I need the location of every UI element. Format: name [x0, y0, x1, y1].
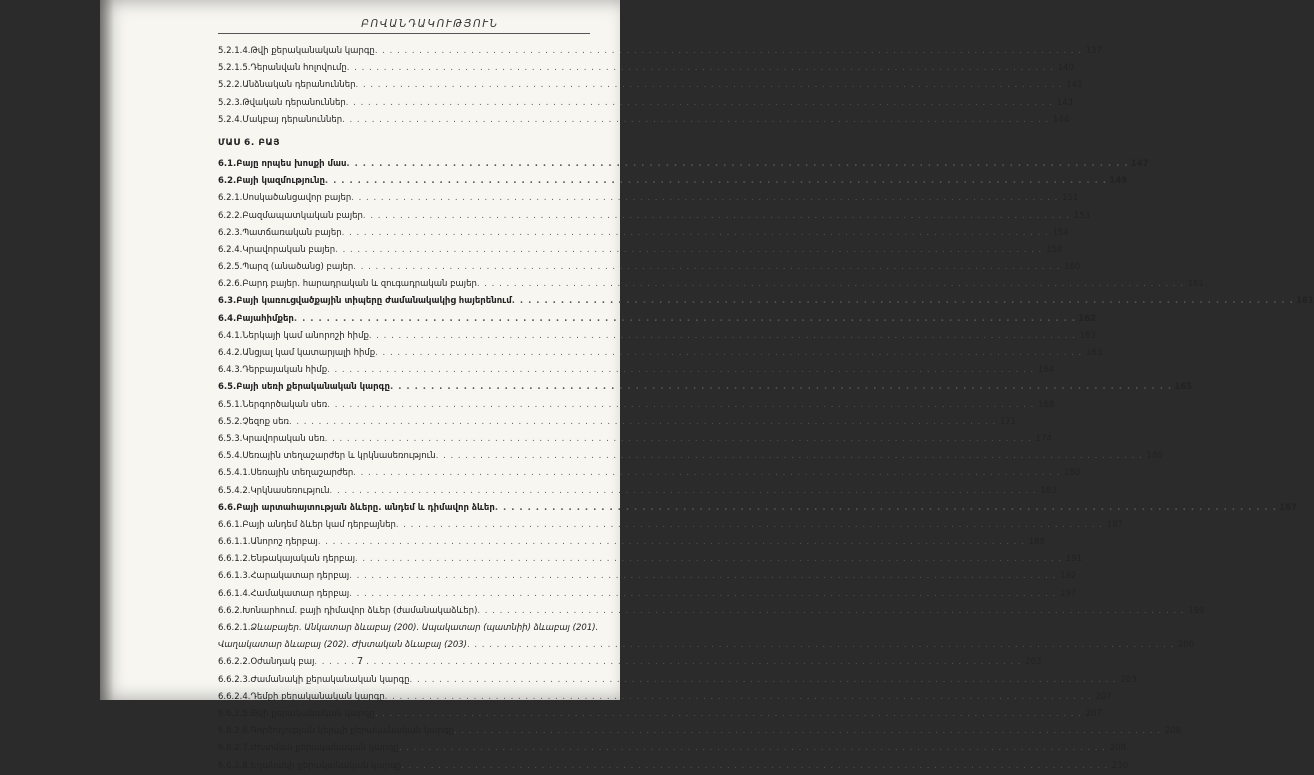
toc-entry-number: 6.4.2. [218, 348, 243, 358]
toc-entry-number: 6.5.4. [218, 451, 243, 462]
toc-entry-number: 6.5. [218, 382, 237, 393]
toc-entry-page: 183 [1040, 485, 1057, 496]
toc-entry[interactable] [218, 43, 1102, 60]
toc-entry-title: Օժանդակ բայ [250, 657, 315, 668]
toc-entry-title: Ներկայի կամ անորոշի հիմք [242, 330, 369, 341]
toc-entry-page: 210 [1111, 760, 1129, 771]
toc-entry[interactable] [218, 259, 1081, 276]
leader-dots [353, 465, 1060, 482]
binding-shadow [100, 0, 114, 700]
toc-entry-title: Անորոշ դերբայ [250, 537, 318, 548]
toc-entry[interactable] [218, 672, 1137, 689]
leader-dots [346, 156, 1128, 173]
leader-dots [327, 397, 1034, 414]
toc-entry-number: 6.2.2. [218, 210, 243, 221]
toc-entry[interactable] [218, 397, 1055, 414]
toc-entry-page: 187 [1279, 502, 1297, 513]
toc-entry-number: 6.2.4. [218, 244, 243, 255]
toc-entry[interactable] [218, 276, 1204, 293]
toc-entry[interactable] [218, 225, 1069, 242]
toc-entry[interactable] [218, 173, 1128, 190]
toc-entry[interactable] [218, 603, 1205, 620]
toc-entry-special-continued[interactable] [218, 637, 1195, 654]
toc-entry-number: 6.6.2.5. [218, 708, 251, 719]
toc-entry-number: 6.2.5. [218, 262, 243, 273]
toc-entry-page: 187 [1106, 519, 1123, 530]
toc-entry-title-continued: Վաղակատար ձևաբայ (202). Ժխտական ձևաբայ (203) [218, 640, 467, 651]
toc-entry-number: 6.1. [218, 158, 237, 169]
toc-entry[interactable] [218, 740, 1126, 757]
leader-dots [375, 706, 1082, 723]
toc-entry-number: 6.2.1. [218, 193, 243, 204]
toc-entry-number: 6.5.3. [218, 433, 243, 444]
leader-dots [335, 242, 1042, 259]
leader-dots [467, 637, 1174, 654]
toc-entry-page: 174 [1035, 433, 1052, 444]
toc-entry-title: Համակատար դերբայ [250, 588, 350, 599]
leader-dots [396, 517, 1103, 534]
toc-entry[interactable] [218, 293, 1314, 310]
toc-entry-page: 158 [1046, 244, 1063, 255]
document-page [100, 0, 1314, 771]
toc-entry-number: 6.6.2.2. [218, 657, 251, 668]
leader-dots [401, 758, 1108, 775]
toc-entry-number: 6.6. [218, 502, 237, 513]
toc-entry-title: Խոնարհում. բայի դիմավոր ձևեր (ժամանակաձևեր) [242, 605, 478, 616]
leader-dots [325, 173, 1107, 190]
toc-entry-title: Ենթակայական դերբայ [250, 554, 356, 565]
toc-entry[interactable] [218, 112, 1070, 129]
toc-entry-number: 6.6.1.4. [218, 588, 251, 599]
toc-entry-page: 162 [1078, 313, 1097, 324]
leader-dots [318, 534, 1025, 551]
leader-dots [375, 345, 1082, 362]
toc-entry-title: Դերբայական հիմք [242, 365, 328, 376]
toc-entry-title: Հարակատար դերբայ [250, 571, 350, 582]
toc-entry[interactable] [218, 77, 1083, 94]
toc-entry-number: 6.5.4.2. [218, 485, 251, 496]
leader-dots [349, 586, 1056, 603]
toc-entry-page: 203 [1120, 674, 1137, 685]
toc-entry-page: 151 [1062, 193, 1079, 204]
toc-entry[interactable] [218, 586, 1077, 603]
toc-entry[interactable] [218, 345, 1103, 362]
toc-entry-page: 191 [1065, 554, 1083, 565]
toc-entry[interactable] [218, 242, 1063, 259]
toc-entry[interactable] [218, 379, 1193, 396]
leader-dots [355, 551, 1062, 568]
toc-entry-title: Պատճառական բայեր [242, 227, 342, 238]
toc-entry[interactable] [218, 311, 1097, 328]
toc-entry-title: Բայի կառուցվածքային տիպերը ժամանակակից հայերենում [236, 296, 512, 307]
leader-dots [346, 95, 1053, 112]
toc-entry-number: 5.2.4. [218, 114, 243, 125]
toc-entry-title: Սեռային տեղաշարժեր [250, 468, 354, 479]
toc-section-5 [218, 43, 1102, 129]
leader-dots [385, 689, 1092, 706]
toc-entry-page: 163 [1079, 330, 1096, 341]
leader-dots [369, 328, 1076, 345]
toc-entry-title: Դեմքի քերականական կարգը [250, 691, 385, 702]
toc-entry-title: Բայահիմքեր [236, 313, 294, 324]
toc-entry-number: 5.2.1.5. [218, 63, 251, 74]
toc-entry[interactable] [218, 500, 1297, 517]
toc-entry-page: 140 [1057, 63, 1074, 74]
toc-entry-page: 153 [1073, 210, 1090, 221]
toc-entry[interactable] [218, 328, 1096, 345]
toc-entry-page: 203 [1025, 657, 1042, 668]
toc-entry-number: 6.2.6. [218, 279, 243, 290]
leader-dots [356, 77, 1063, 94]
toc-entry-title: Բայի կազմությունը [236, 176, 325, 187]
chapter-heading: ՄԱՍ 6. ԲԱՅ [218, 137, 280, 148]
toc-entry-title: Պարզ (անածանց) բայեր [242, 262, 354, 273]
toc-entry-number: 6.3. [218, 296, 237, 307]
toc-entry-number: 6.6.1.3. [218, 571, 251, 582]
toc-entry-special[interactable] [218, 620, 599, 637]
leader-dots [351, 190, 1058, 207]
toc-entry-number: 6.2.3. [218, 227, 243, 238]
toc-entry-number: 6.5.4.1. [218, 468, 251, 479]
toc-entry-title: Ժխտման քերականական կարգը [250, 743, 399, 754]
toc-entry-title: Մակբայ դերանուններ [242, 114, 343, 125]
toc-entry-number: 6.6.2.3. [218, 674, 251, 685]
toc-entry-page: 197 [1060, 588, 1077, 599]
toc-entry-number: 6.4.1. [218, 330, 243, 341]
header-rule [218, 33, 590, 34]
leader-dots [325, 431, 1032, 448]
toc-entry-page: 165 [1174, 382, 1193, 393]
toc-entry[interactable] [218, 208, 1090, 225]
toc-entry-page: 154 [1052, 227, 1069, 238]
toc-entry-title: Սեռային տեղաշարժեր և կրկնասեռություն [242, 451, 436, 462]
leader-dots [327, 362, 1034, 379]
toc-entry-page: 161 [1187, 279, 1204, 290]
leader-dots [390, 379, 1172, 396]
toc-entry-page: 143 [1056, 97, 1073, 108]
toc-entry-page: 161 [1296, 296, 1314, 307]
toc-entry-page: 200 [1177, 640, 1195, 651]
toc-entry-page: 164 [1037, 365, 1055, 376]
toc-entry[interactable] [218, 517, 1123, 534]
toc-entry-number: 6.5.1. [218, 399, 243, 410]
toc-entry-page: 192 [1060, 571, 1077, 582]
toc-entry-page: 144 [1052, 114, 1070, 125]
toc-entry[interactable] [218, 156, 1149, 173]
toc-entry-title: Գործողության կերպի քերականական կարգը [250, 726, 454, 737]
leader-dots [342, 112, 1049, 129]
toc-entry[interactable] [218, 60, 1074, 77]
toc-entry-number: 6.6.2. [218, 605, 243, 616]
toc-entry-title: Ներգործական սեռ [242, 399, 328, 410]
toc-entry-number: 6.6.2.4. [218, 691, 251, 702]
toc-entry[interactable] [218, 534, 1045, 551]
toc-entry-page: 142 [1066, 80, 1083, 91]
toc-entry-page: 208 [1109, 743, 1126, 754]
toc-entry[interactable] [218, 568, 1077, 585]
toc-entry[interactable] [218, 95, 1073, 112]
toc-entry[interactable] [218, 706, 1102, 723]
toc-entry-page: 208 [1164, 726, 1181, 737]
toc-entry-page: 163 [1086, 348, 1103, 358]
toc-entry-title: Չեզոք սեռ [242, 416, 289, 427]
toc-entry-title: Թվական դերանուններ [242, 97, 346, 108]
toc-entry-page: 149 [1109, 176, 1128, 187]
toc-entry-page: 168 [1038, 399, 1055, 410]
leader-dots [347, 60, 1054, 77]
toc-entry-number: 6.6.2.8. [218, 760, 251, 771]
toc-entry[interactable] [218, 758, 1129, 775]
toc-entry-title: Բազմապատկական բայեր [242, 210, 363, 221]
toc-entry-page: 160 [1064, 262, 1081, 273]
toc-entry-page: 199 [1188, 605, 1205, 616]
toc-entry-title: Կրավորական սեռ [242, 433, 325, 444]
toc-entry-title: Անցյալ կամ կատարյալի հիմք [242, 348, 376, 358]
toc-entry-number: 6.6.2.6. [218, 726, 251, 737]
toc-entry-number: 5.2.1.4. [218, 46, 251, 56]
toc-entry-page: 147 [1130, 158, 1149, 169]
toc-entry-number: 6.4.3. [218, 365, 243, 376]
toc-entry-number: 6.6.2.1. [218, 623, 251, 633]
leader-dots [349, 568, 1056, 585]
toc-entry-title: Կրավորական բայեր [242, 244, 336, 255]
toc-entry-title: Եղանակի քերականական կարգը [250, 760, 402, 771]
toc-entry[interactable] [218, 483, 1057, 500]
toc-entry-title: Ձևաբայեր. Անկատար ձևաբայ (200). Ապակատար (պատնիի) ձևաբայ (201). [250, 623, 599, 633]
toc-entry-title: Բարդ բայեր. հարադրական և զուգադրական բայեր [242, 279, 477, 290]
leader-dots [454, 723, 1161, 740]
leader-dots [289, 414, 996, 431]
toc-entry-number: 6.5.2. [218, 416, 243, 427]
toc-entry-title: Սոսկածանցավոր բայեր [242, 193, 352, 204]
toc-entry[interactable] [218, 448, 1163, 465]
leader-dots [477, 276, 1184, 293]
leader-dots [375, 43, 1082, 60]
toc-entry-number: 6.6.1.2. [218, 554, 251, 565]
leader-dots [495, 500, 1277, 517]
toc-section-6-continued [218, 654, 1181, 774]
toc-entry-page: 180 [1064, 468, 1081, 479]
toc-entry-title: Դերանվան հոլովումը [250, 63, 347, 74]
toc-entry-number: 6.6.1.1. [218, 537, 251, 548]
toc-entry-page: 207 [1085, 708, 1102, 719]
toc-entry-title: Բայի արտահայտության ձևերը. անդեմ և դիմավոր ձևեր [236, 502, 495, 513]
toc-entry-page: 207 [1095, 691, 1112, 702]
leader-dots [342, 225, 1049, 242]
page-number: 7 [356, 656, 364, 667]
toc-entry[interactable] [218, 431, 1052, 448]
leader-dots [477, 603, 1184, 620]
toc-entry-number: 5.2.2. [218, 80, 243, 91]
toc-entry[interactable] [218, 190, 1079, 207]
leader-dots [363, 208, 1070, 225]
toc-entry-page: 189 [1028, 537, 1045, 548]
toc-entry-title: Անձնական դերանուններ [242, 80, 356, 91]
toc-entry-title: Կրկնասեռություն [250, 485, 330, 496]
toc-entry-number: 6.4. [218, 313, 237, 324]
toc-entry-title: Բայը որպես խոսքի մաս [236, 158, 347, 169]
toc-section-6 [218, 156, 1314, 620]
toc-entry-title: Թվի քերականական կարգը [250, 46, 375, 56]
toc-entry-title: Բայի անդեմ ձևեր կամ դերբայներ [242, 519, 396, 530]
toc-entry[interactable] [218, 689, 1112, 706]
toc-entry-title: Ժամանակի քերականական կարգը [250, 674, 410, 685]
toc-entry-page: 137 [1085, 46, 1102, 56]
toc-entry[interactable] [218, 362, 1055, 379]
toc-entry-number: 5.2.3. [218, 97, 243, 108]
leader-dots [294, 311, 1076, 328]
toc-entry-page: 180 [1146, 451, 1163, 462]
toc-entry-page: 171 [999, 416, 1017, 427]
leader-dots [512, 293, 1294, 310]
leader-dots [410, 672, 1117, 689]
toc-entry-number: 6.6.2.7. [218, 743, 251, 754]
leader-dots [436, 448, 1143, 465]
toc-entry-number: 6.6.1. [218, 519, 243, 530]
running-header: ԲՈՎԱՆԴԱԿՈՒԹՅՈՒՆ [361, 18, 499, 30]
toc-entry-title: Թվի քերականական կարգը [250, 708, 375, 719]
toc-entry-title: Բայի սեռի քերականական կարգը [236, 382, 390, 393]
toc-entry-number: 6.2. [218, 176, 237, 187]
leader-dots [353, 259, 1060, 276]
toc-entry[interactable] [218, 551, 1083, 568]
toc-entry[interactable] [218, 465, 1081, 482]
toc-entry[interactable] [218, 723, 1181, 740]
leader-dots [399, 740, 1106, 757]
leader-dots [330, 483, 1037, 500]
toc-entry[interactable] [218, 414, 1017, 431]
